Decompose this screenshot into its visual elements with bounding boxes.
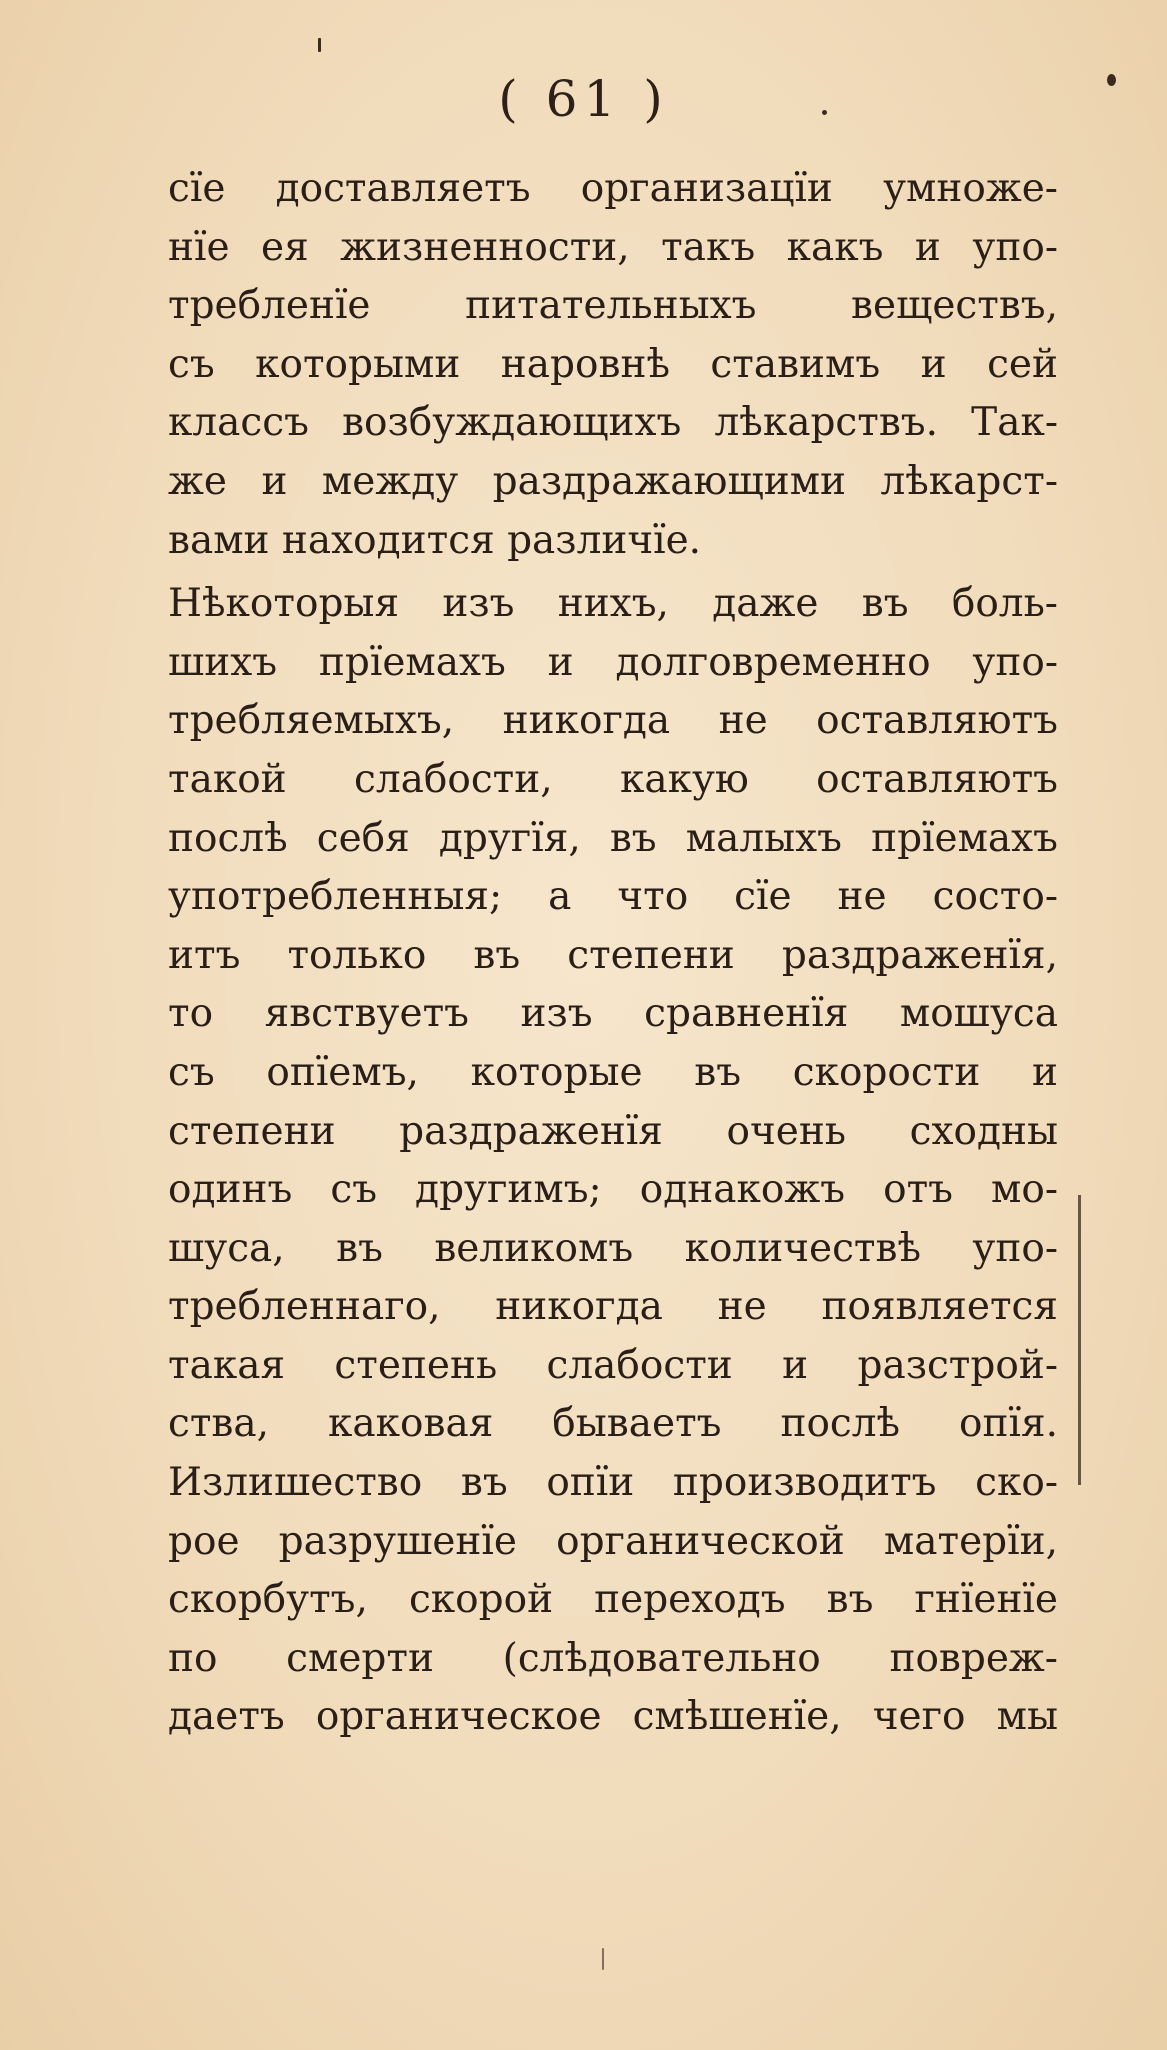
page-number: ( 61 ) (498, 70, 669, 128)
text-line: шуса, въ великомъ количествѣ упо- (168, 1225, 1058, 1271)
ink-speck (318, 38, 321, 52)
ink-speck (1107, 74, 1116, 86)
text-line: требленнаго, никогда не появляется (168, 1284, 1058, 1330)
text-line: съ которыми наровнѣ ставимъ и сей (168, 341, 1058, 387)
text-line: такой слабости, какую оставляютъ (168, 756, 1058, 802)
text-line: употребленныя; а что сїе не состо- (168, 874, 1058, 920)
text-line: нїе ея жизненности, такъ какъ и упо- (168, 224, 1058, 270)
text-line: итъ только въ степени раздраженїя, (168, 932, 1058, 978)
text-line: вами находится различїе. (168, 517, 702, 563)
text-line: такая степень слабости и разстрой- (168, 1342, 1058, 1388)
margin-rule (1078, 1195, 1081, 1485)
text-line: по смерти (слѣдовательно повреж- (168, 1635, 1058, 1681)
text-line: степени раздраженїя очень сходны (168, 1108, 1058, 1154)
ink-speck (822, 110, 827, 115)
text-line: Излишество въ опїи производитъ ско- (168, 1460, 1058, 1506)
text-line: Нѣкоторыя изъ нихъ, даже въ боль- (168, 581, 1058, 627)
text-line: послѣ себя другїя, въ малыхъ прїемахъ (168, 815, 1058, 861)
text-line: требленїе питательныхъ веществъ, (168, 283, 1058, 329)
text-line: рое разрушенїе органической матерїи, (168, 1518, 1058, 1564)
text-line: же и между раздражающими лѣкарст- (168, 458, 1058, 504)
text-line: ства, каковая бываетъ послѣ опїя. (168, 1401, 1058, 1447)
ink-speck (602, 1948, 604, 1970)
body-text (168, 160, 1058, 1747)
text-line: даетъ органическое смѣшенїе, чего мы (168, 1694, 1058, 1740)
text-line: съ опїемъ, которые въ скорости и (168, 1049, 1058, 1095)
text-line: классъ возбуждающихъ лѣкарствъ. Так- (168, 400, 1058, 446)
text-line: то явствуетъ изъ сравненїя мошуса (168, 991, 1058, 1037)
text-line: скорбутъ, скорой переходъ въ гнїенїе (168, 1577, 1058, 1623)
text-line: шихъ прїемахъ и долговременно упо- (168, 639, 1058, 685)
text-line: сїе доставляетъ организацїи умноже- (168, 166, 1058, 211)
text-line: одинъ съ другимъ; однакожъ отъ мо- (168, 1167, 1058, 1213)
text-line: требляемыхъ, никогда не оставляютъ (168, 698, 1058, 744)
